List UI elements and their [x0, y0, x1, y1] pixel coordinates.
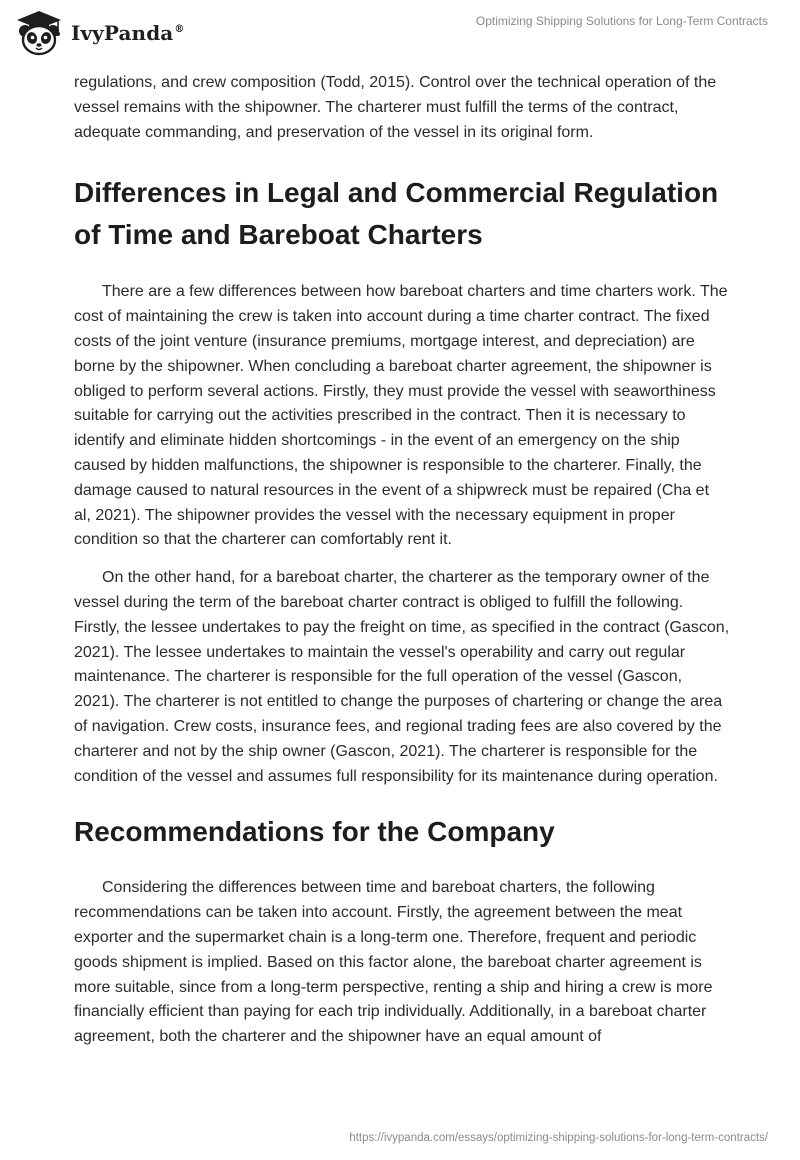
panda-graduate-icon [14, 9, 64, 57]
logo-wordmark: IvyPanda® [71, 21, 185, 45]
source-url[interactable]: https://ivypanda.com/essays/optimizing-shipping-solutions-for-long-term-contracts/ [349, 1132, 768, 1144]
section-paragraph: On the other hand, for a bareboat charter, the charterer as the temporary owner of the vessel during the term of the bareboat charter contract is obliged to fulfill the following. Firstly, the lessee undertakes to pay the freight on time, as specified in the contract (Gascon, 2021). The lessee undertakes to maintain the vessel's operability and carry out regular maintenance. The charterer is responsible for the full operation of the vessel (Gascon, 2021). The charterer is not entitled to change the purposes of chartering or change the area of navigation. Crew costs, insurance fees, and regional trading fees are also covered by the charterer and not by the ship owner (Gascon, 2021). The charterer is responsible for the condition of the vessel and assumes full responsibility for its maintenance during operation. [74, 569, 730, 785]
ivypanda-logo[interactable] [14, 9, 184, 57]
page-header [0, 0, 800, 68]
section-heading-recommendations: Recommendations for the Company [74, 816, 555, 848]
intro-paragraph: regulations, and crew composition (Todd, 2015). Control over the technical operation of the vessel remains with the shipowner. The charterer must fulfill the terms of the contract, adequate commanding, and preservation of the vessel in its original form. [74, 74, 717, 141]
section-paragraph: Considering the differences between time and bareboat charters, the following recommendations can be taken into account. Firstly, the agreement between the meat exporter and the supermarket chain is a long-term one. Therefore, frequent and periodic goods shipment is implied. Based on this factor alone, the bareboat charter agreement is more suitable, since from a long-term perspective, renting a ship and hiring a crew is more financially efficient than paying for each trip individually. Additionally, in a bareboat charter agreement, both the charterer and the shipowner have an equal amount of [74, 879, 713, 1046]
section-heading-differences: Differences in Legal and Commercial Regulation of Time and Bareboat Charters [74, 177, 719, 251]
section-paragraph: There are a few differences between how bareboat charters and time charters work. The cost of maintaining the crew is taken into account during a time charter contract. The fixed costs of the joint venture (insurance premiums, mortgage interest, and depreciation) are borne by the shipowner. When concluding a bareboat charter agreement, the shipowner is obliged to perform several actions. Firstly, they must provide the vessel with seaworthiness suitable for carrying out the activities prescribed in the contract. Then it is necessary to identify and eliminate hidden shortcomings - in the event of an emergency on the ship caused by hidden malfunctions, the shipowner is responsible to the charterer. Finally, the damage caused to natural resources in the event of a shipwreck must be repaired (Cha et al, 2021). The shipowner provides the vessel with the necessary equipment in proper condition so that the charterer can comfortably rent it. [74, 283, 728, 549]
essay-body [74, 71, 730, 1050]
document-title: Optimizing Shipping Solutions for Long-Term Contracts [475, 14, 768, 28]
